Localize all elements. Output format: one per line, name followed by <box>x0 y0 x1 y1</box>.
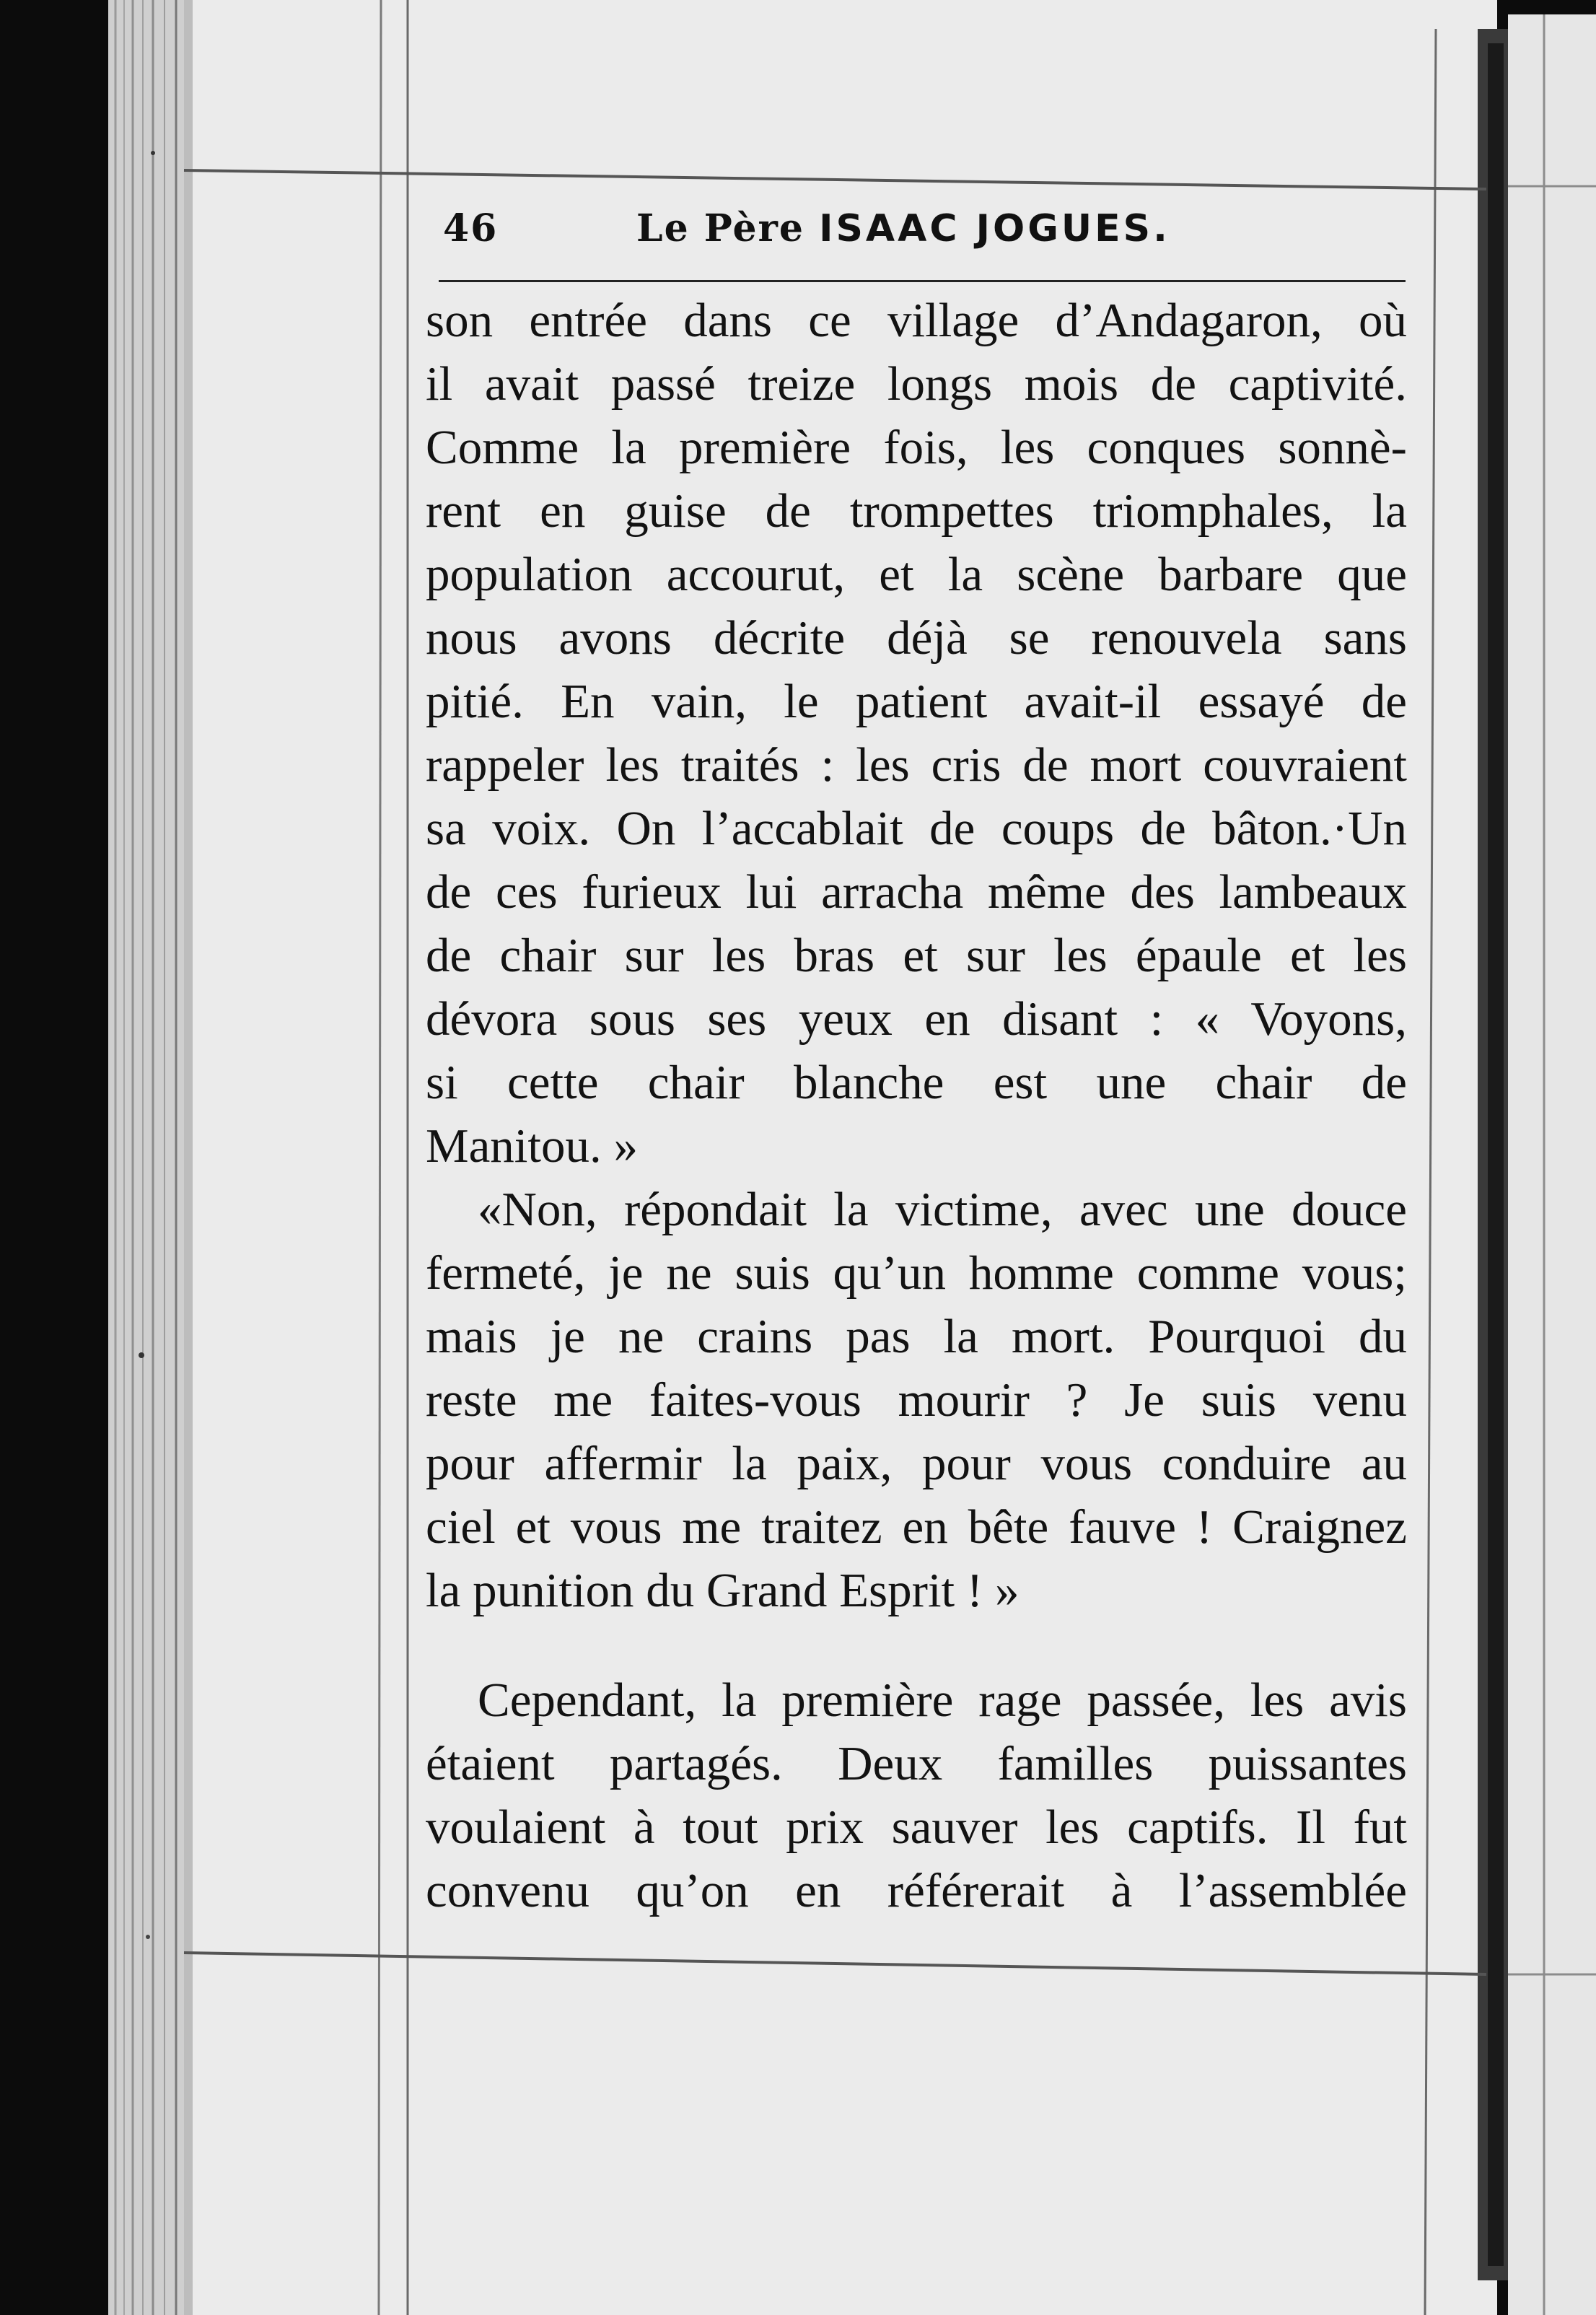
text-line: mais je ne crains pas la mort. Pourquoi du <box>426 1310 1407 1363</box>
text-line: rent en guise de trompettes triomphales, la <box>426 484 1407 538</box>
header-rule <box>439 280 1406 282</box>
text-line: population accourut, et la scène barbare que <box>426 548 1407 601</box>
text-line: son entrée dans ce village d’Andagaron, où <box>426 294 1407 347</box>
running-title-prefix: Le Père <box>636 206 820 250</box>
page-number: 46 <box>443 206 499 250</box>
text-line: reste me faites-vous mourir ? Je suis venu <box>426 1373 1407 1427</box>
running-title <box>636 206 1170 250</box>
text-line: fermeté, je ne suis qu’un homme comme vous; <box>426 1246 1407 1300</box>
text-line: rappeler les traités : les cris de mort couvraient <box>426 738 1407 792</box>
text-line: Comme la première fois, les conques sonnè- <box>426 421 1407 474</box>
text-line: voulaient à tout prix sauver les captifs. Il fut <box>426 1800 1407 1854</box>
text-line: convenu qu’on en référerait à l’assemblée <box>426 1864 1407 1917</box>
text-line: Manitou. » <box>426 1119 639 1173</box>
text-line: pour affermir la paix, pour vous conduire au <box>426 1437 1407 1490</box>
text-line: Cependant, la première rage passée, les avis <box>478 1673 1407 1727</box>
text-line: de chair sur les bras et sur les épaule et les <box>426 929 1407 982</box>
text-line: étaient partagés. Deux familles puissantes <box>426 1737 1407 1790</box>
text-line: il avait passé treize longs mois de captivité. <box>426 357 1407 411</box>
text-line: de ces furieux lui arracha même des lambeaux <box>426 865 1407 919</box>
text-line: la punition du Grand Esprit ! » <box>426 1564 1020 1617</box>
text-line: pitié. En vain, le patient avait-il essayé de <box>426 675 1407 728</box>
running-header <box>439 199 1406 257</box>
text-line: ciel et vous me traitez en bête fauve ! Craignez <box>426 1500 1407 1554</box>
text-line: «Non, répondait la victime, avec une douce <box>478 1183 1407 1236</box>
body-text <box>426 289 1407 1941</box>
running-title-name: ISAAC JOGUES. <box>819 207 1170 250</box>
text-line: si cette chair blanche est une chair de <box>426 1056 1407 1109</box>
text-line: dévora sous ses yeux en disant : « Voyons, <box>426 992 1407 1046</box>
text-line: nous avons décrite déjà se renouvela sans <box>426 611 1407 665</box>
text-line: sa voix. On l’accablait de coups de bâton.·Un <box>426 802 1407 855</box>
